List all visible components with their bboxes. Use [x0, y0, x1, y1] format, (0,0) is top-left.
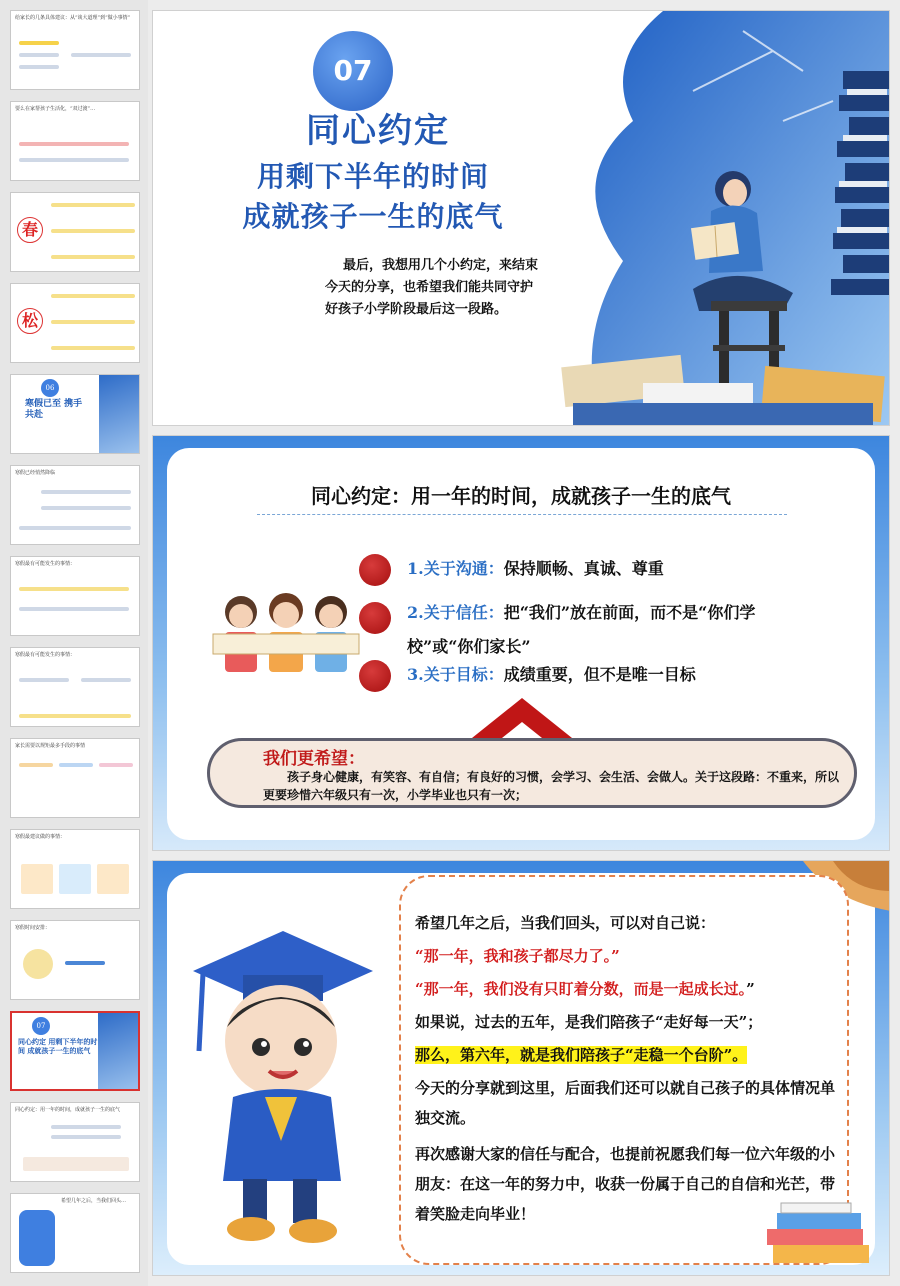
- slide-thumbnail-14[interactable]: [10, 1193, 140, 1273]
- closing-line-6: 今天的分享就到这里，后面我们还可以就自己孩子的具体情况单独交流。: [415, 1079, 836, 1127]
- closing-quote-end: ”: [746, 980, 755, 998]
- thumbnail-text: 寒假时间安排：: [15, 925, 51, 931]
- thumbnail-text: 寒假已经悄然降临: [15, 470, 56, 476]
- hope-body: 孩子身心健康，有笑容、有自信；有良好的习惯，会学习、会生活、会做人。关于这段路：不重来，所以更要珍惜六年级只有一次，小学毕业也只有一次；: [263, 770, 840, 802]
- point-key: 3.关于目标：: [407, 665, 504, 684]
- point-key: 2.关于信任：: [407, 603, 504, 622]
- agreement-point-2: [407, 596, 807, 664]
- reading-girl-illustration: [543, 11, 889, 425]
- thumbnail-bar: [51, 203, 135, 207]
- slide-thumbnail-3[interactable]: [10, 192, 140, 272]
- closing-line-3: [415, 974, 845, 1004]
- thumbnail-bar: [51, 229, 135, 233]
- point-text: 保持顺畅、真诚、尊重: [503, 559, 664, 578]
- thumbnail-text: 寒假最有可能发生的事情：: [15, 561, 76, 567]
- closing-line-2: “那一年，我和孩子都尽力了。”: [415, 947, 620, 965]
- bullet-dot-1: [359, 554, 391, 586]
- thumbnail-text: 给家长的几条具体建议：从“谈大道理”到“做小事情”: [15, 15, 131, 21]
- thumbnail-text: 寒假最建议做的事情：: [15, 834, 66, 840]
- bullet-dot-3: [359, 660, 391, 692]
- slide-thumbnail-4[interactable]: [10, 283, 140, 363]
- content-panel-inner: [167, 448, 875, 840]
- thumbnail-art: [99, 375, 139, 454]
- slide-thumbnail-10[interactable]: [10, 829, 140, 909]
- thumbnail-bar: [19, 142, 129, 146]
- thumbnail-text: 家长需要以规矩最多手段的事情: [15, 743, 86, 749]
- thumbnail-bar: [19, 158, 129, 162]
- graduate-boy-illustration: [173, 931, 383, 1251]
- thumbnail-text: 同心约定：用一年的时间，成就孩子一生的底气: [15, 1107, 121, 1113]
- closing-line-5: [415, 1040, 845, 1070]
- agreement-point-3: [407, 658, 807, 692]
- slide-thumbnail-2[interactable]: [10, 101, 140, 181]
- bullet-dot-2: [359, 602, 391, 634]
- thumbnail-bar: [97, 864, 129, 894]
- thumbnail-title: 寒假已至 携手共赴: [25, 399, 83, 420]
- highlighted-text: 那么，第六年，就是我们陪孩子“走稳一个台阶”。: [415, 1046, 748, 1064]
- thumbnail-bar: [51, 346, 135, 350]
- thumbnail-text: 希望几年之后，当我们回头…: [61, 1198, 127, 1204]
- slide-subtitle-1: 用剩下半年的时间: [256, 160, 489, 193]
- point-text: 成绩重要，但不是唯一目标: [503, 665, 696, 684]
- slide-thumbnail-7[interactable]: [10, 556, 140, 636]
- thumbnail-text: 要么在家帮孩子生活化，“双过渡”…: [15, 106, 96, 112]
- slide-3[interactable]: [152, 860, 890, 1276]
- thumbnail-bar: [19, 587, 129, 591]
- thumbnail-bar: [51, 320, 135, 324]
- thumbnail-char: 松: [17, 308, 43, 334]
- thumbnail-bar: [21, 864, 53, 894]
- slide-title: 同心约定: [306, 111, 450, 151]
- thumbnail-bar: [59, 763, 93, 767]
- thumbnail-number: 06: [41, 379, 59, 397]
- thumbnail-text: 寒假最有可能发生的事情：: [15, 652, 76, 658]
- thumbnail-bar: [19, 714, 131, 718]
- thumbnail-bar: [41, 490, 131, 494]
- thumbnail-bar: [19, 526, 131, 530]
- slide-thumbnail-panel: [0, 0, 148, 1286]
- closing-line-1: 希望几年之后，当我们回头，可以对自己说：: [415, 914, 716, 932]
- slide-thumbnail-6[interactable]: [10, 465, 140, 545]
- thumbnail-bar: [19, 41, 59, 45]
- slide-thumbnail-1[interactable]: [10, 10, 140, 90]
- thumbnail-bar: [19, 53, 59, 57]
- graduate-figure: [19, 1210, 55, 1266]
- title-divider: [257, 514, 787, 515]
- children-reading-illustration: [211, 588, 361, 678]
- slide-body-text: 最后，我想用几个小约定，来结束今天的分享，也希望我们能共同守护好孩子小学阶段最后这一段路。: [325, 258, 539, 317]
- hope-title: 我们更希望：: [263, 749, 365, 769]
- thumbnail-bar: [41, 506, 131, 510]
- thumbnail-bar: [19, 763, 53, 767]
- point-text: 把“我们”放在前面，而不是“你们学校”或“你们家长”: [407, 603, 756, 656]
- slide-thumbnail-11[interactable]: [10, 920, 140, 1000]
- thumbnail-bar: [51, 294, 135, 298]
- thumbnail-bar: [51, 1125, 121, 1129]
- slide-2[interactable]: [152, 435, 890, 851]
- thumbnail-bar: [65, 961, 105, 965]
- section-number-badge: 07: [313, 31, 393, 111]
- thumbnail-bar: [71, 53, 131, 57]
- point-key: 1.关于沟通：: [407, 559, 504, 578]
- thumbnail-bar: [51, 1135, 121, 1139]
- thumbnail-bar: [51, 255, 135, 259]
- thumbnail-number: 07: [32, 1017, 50, 1035]
- thumbnail-bar: [19, 678, 69, 682]
- thumbnail-bar: [59, 864, 91, 894]
- thumbnail-bar: [23, 1157, 129, 1171]
- thumbnail-bar: [99, 763, 133, 767]
- thumbnail-bar: [81, 678, 131, 682]
- slide-thumbnail-5[interactable]: [10, 374, 140, 454]
- agreement-point-1: [407, 552, 807, 586]
- thumbnail-bar: [19, 607, 129, 611]
- closing-quote-red: “那一年，我们没有只盯着分数，而是一起成长过。: [415, 980, 747, 998]
- thumbnail-title: 同心约定 用剩下半年的时间 成就孩子一生的底气: [18, 1037, 98, 1055]
- slide-1[interactable]: [152, 10, 890, 426]
- slide-thumbnail-9[interactable]: [10, 738, 140, 818]
- closing-line-4: 如果说，过去的五年，是我们陪孩子“走好每一天”；: [415, 1013, 763, 1031]
- thumbnail-bar: [19, 65, 59, 69]
- thumbnail-art: [98, 1013, 138, 1091]
- slide-title: 同心约定：用一年的时间，成就孩子一生的底气: [311, 484, 731, 508]
- slide-subtitle-2: 成就孩子一生的底气: [242, 200, 504, 233]
- thumbnail-char: 春: [17, 217, 43, 243]
- hope-box-content: [207, 738, 857, 808]
- slide-thumbnail-12[interactable]: [10, 1011, 140, 1091]
- slide-thumbnail-13[interactable]: [10, 1102, 140, 1182]
- clock-icon: [23, 949, 53, 979]
- up-arrow-icon: [467, 698, 577, 742]
- closing-line-7: 再次感谢大家的信任与配合，也提前祝愿我们每一位六年级的小朋友：在这一年的努力中，收获一份属于自己的自信和光芒，带着笑脸走向毕业！: [415, 1145, 836, 1223]
- slide-thumbnail-8[interactable]: [10, 647, 140, 727]
